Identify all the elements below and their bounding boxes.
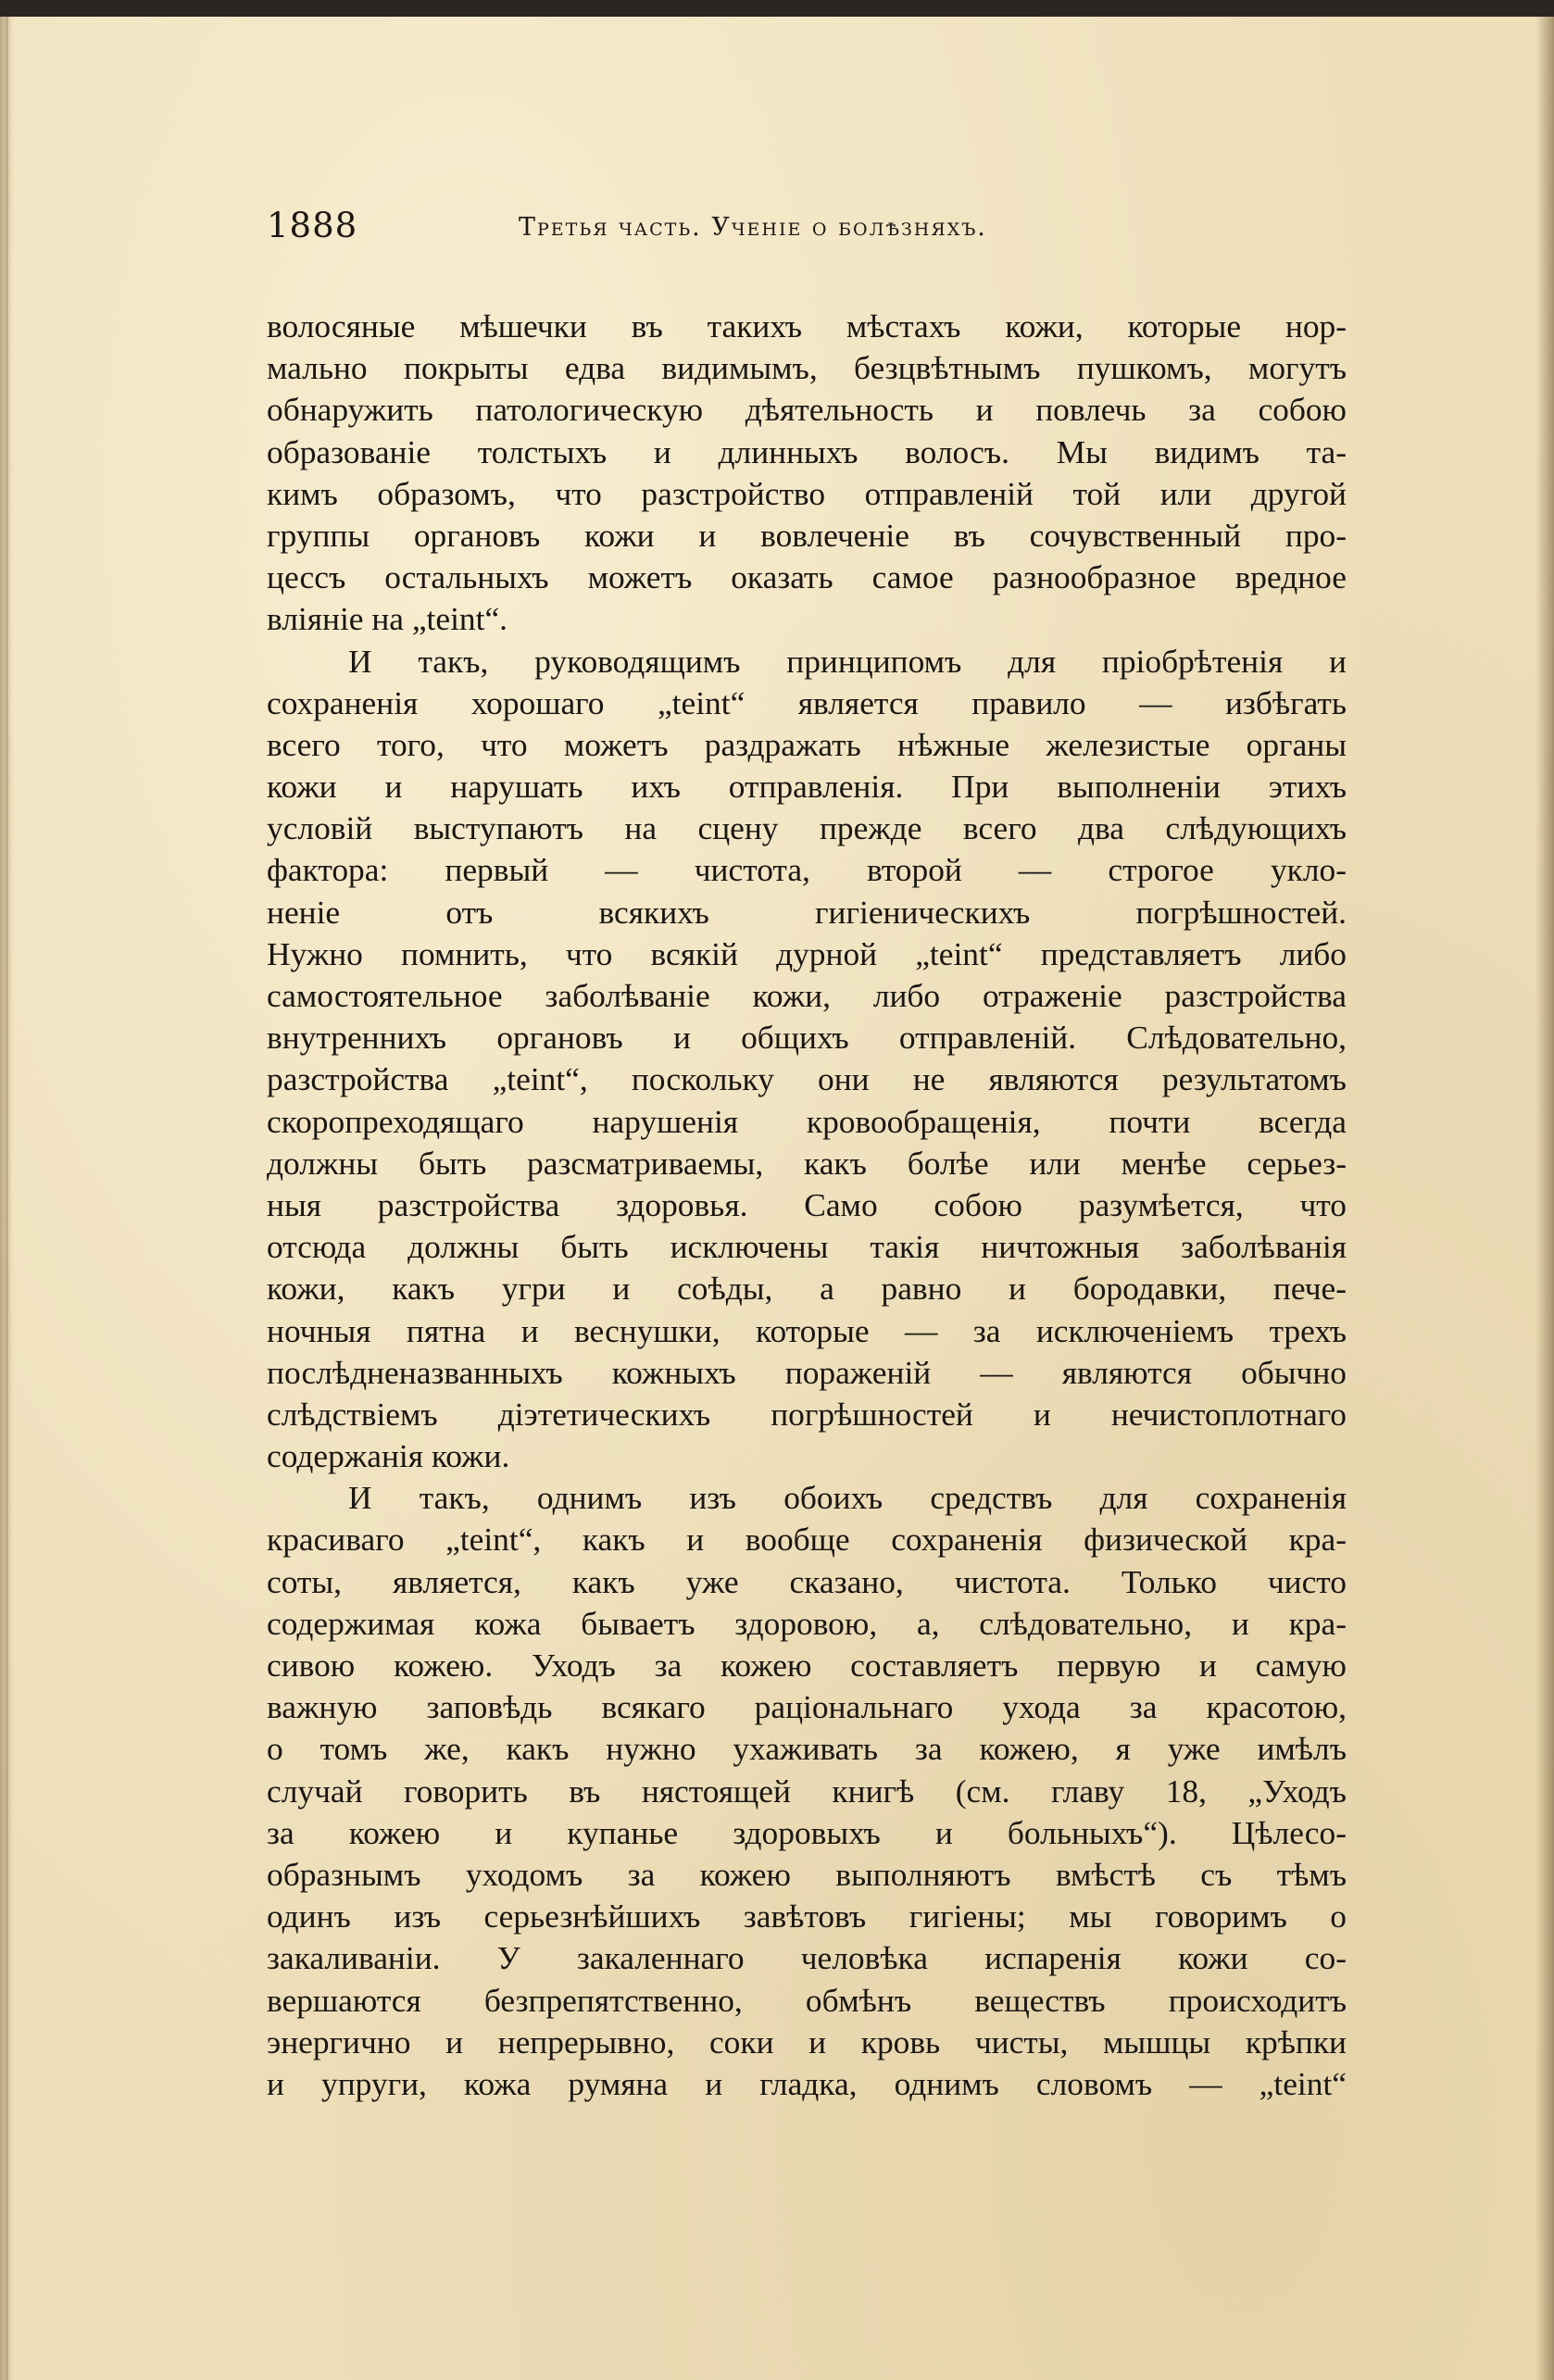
text-line: образнымъ уходомъ за кожею выполняютъ вмѣстѣ съ тѣмъ [267,1855,1347,1893]
text-line: цессъ остальныхъ можетъ оказать самое разнообразное вредное [267,558,1347,596]
text-line: вершаются безпрепятственно, обмѣнъ веществъ происходитъ [267,1981,1347,2019]
text-line: кимъ образомъ, что разстройство отправленій той или другой [267,474,1347,512]
text-line: случай говорить въ нястоящей книгѣ (см. главу 18, „Уходъ [267,1772,1347,1810]
text-line: сохраненія хорошаго „teint“ является правило — избѣгать [267,683,1347,721]
text-line: обнаружить патологическую дѣятельность и повлечь за собою [267,391,1347,429]
text-line: фактора: первый — чистота, второй — строгое укло- [267,851,1347,889]
text-line: образованіе толстыхъ и длинныхъ волосъ. Мы видимъ та- [267,432,1347,470]
text-line: мально покрыты едва видимымъ, безцвѣтнымъ пушкомъ, могутъ [267,349,1347,387]
text-line: содержимая кожа бываетъ здоровою, а, слѣдовательно, и кра- [267,1604,1347,1642]
text-line: волосяные мѣшечки въ такихъ мѣстахъ кожи, которые нор- [267,307,1347,344]
text-line: И такъ, однимъ изъ обоихъ средствъ для сохраненія [348,1479,1347,1517]
text-line: о томъ же, какъ нужно ухаживать за кожею, я уже имѣлъ [267,1730,1347,1768]
text-line: И такъ, руководящимъ принципомъ для пріобрѣтенія и [348,642,1347,680]
text-line: должны быть разсматриваемы, какъ болѣе или менѣе серьез- [267,1144,1347,1182]
page-header [267,206,1347,252]
text-line: красиваго „teint“, какъ и вообще сохраненія физической кра- [267,1521,1347,1559]
running-head: Третья часть. Ученіе о болѣзняхъ. [519,213,987,242]
text-line: за кожею и купанье здоровыхъ и больныхъ“). Цѣлесо- [267,1813,1347,1851]
text-line: Нужно помнить, что всякій дурной „teint“ представляетъ либо [267,934,1347,972]
text-line: отсюда должны быть исключены такія ничтожныя заболѣванія [267,1228,1347,1266]
text-line: сивою кожею. Уходъ за кожею составляетъ первую и самую [267,1647,1347,1684]
text-line: группы органовъ кожи и вовлеченіе въ сочувственный про- [267,516,1347,554]
text-line: слѣдствіемъ діэтетическихъ погрѣшностей и нечистоплотнаго [267,1395,1347,1433]
page-edge-right [1535,17,1554,2380]
text-line: послѣдненазванныхъ кожныхъ пораженій — являются обычно [267,1353,1347,1391]
text-line: кожи и нарушать ихъ отправленія. При выполненіи этихъ [267,768,1347,806]
text-line: содержанія кожи. [267,1437,510,1475]
text-line: и упруги, кожа румяна и гладка, однимъ словомъ — „teint“ [267,2064,1347,2102]
text-line: одинъ изъ серьезнѣйшихъ завѣтовъ гигіены; мы говоримъ о [267,1898,1347,1935]
text-line: скоропреходящаго нарушенія кровообращенія, почти всегда [267,1102,1347,1140]
text-line: энергично и непрерывно, соки и кровь чисты, мышцы крѣпки [267,2023,1347,2061]
text-line: внутреннихъ органовъ и общихъ отправленій. Слѣдовательно, [267,1019,1347,1057]
text-line: важную заповѣдь всякаго раціональнаго ухода за красотою, [267,1688,1347,1726]
text-line: условій выступаютъ на сцену прежде всего два слѣдующихъ [267,809,1347,847]
text-line: самостоятельное заболѣваніе кожи, либо отраженіе разстройства [267,977,1347,1014]
text-line: неніе отъ всякихъ гигіеническихъ погрѣшностей. [267,893,1347,931]
text-line: вліяніе на „teint“. [267,600,508,638]
text-line: соты, является, какъ уже сказано, чистота. Только чисто [267,1562,1347,1600]
text-line: ночныя пятна и веснушки, которые — за исключеніемъ трехъ [267,1311,1347,1349]
text-line: разстройства „teint“, поскольку они не являются результатомъ [267,1060,1347,1098]
page-number: 1888 [267,206,358,245]
text-line: всего того, что можетъ раздражать нѣжные железистые органы [267,725,1347,763]
text-line: кожи, какъ угри и соѣды, а равно и бородавки, пече- [267,1270,1347,1308]
binding-edge [6,17,8,2380]
text-line: закаливаніи. У закаленнаго человѣка испаренія кожи со- [267,1939,1347,1977]
body-text [267,306,1347,2105]
text-line: ныя разстройства здоровья. Само собою разумѣется, что [267,1185,1347,1223]
